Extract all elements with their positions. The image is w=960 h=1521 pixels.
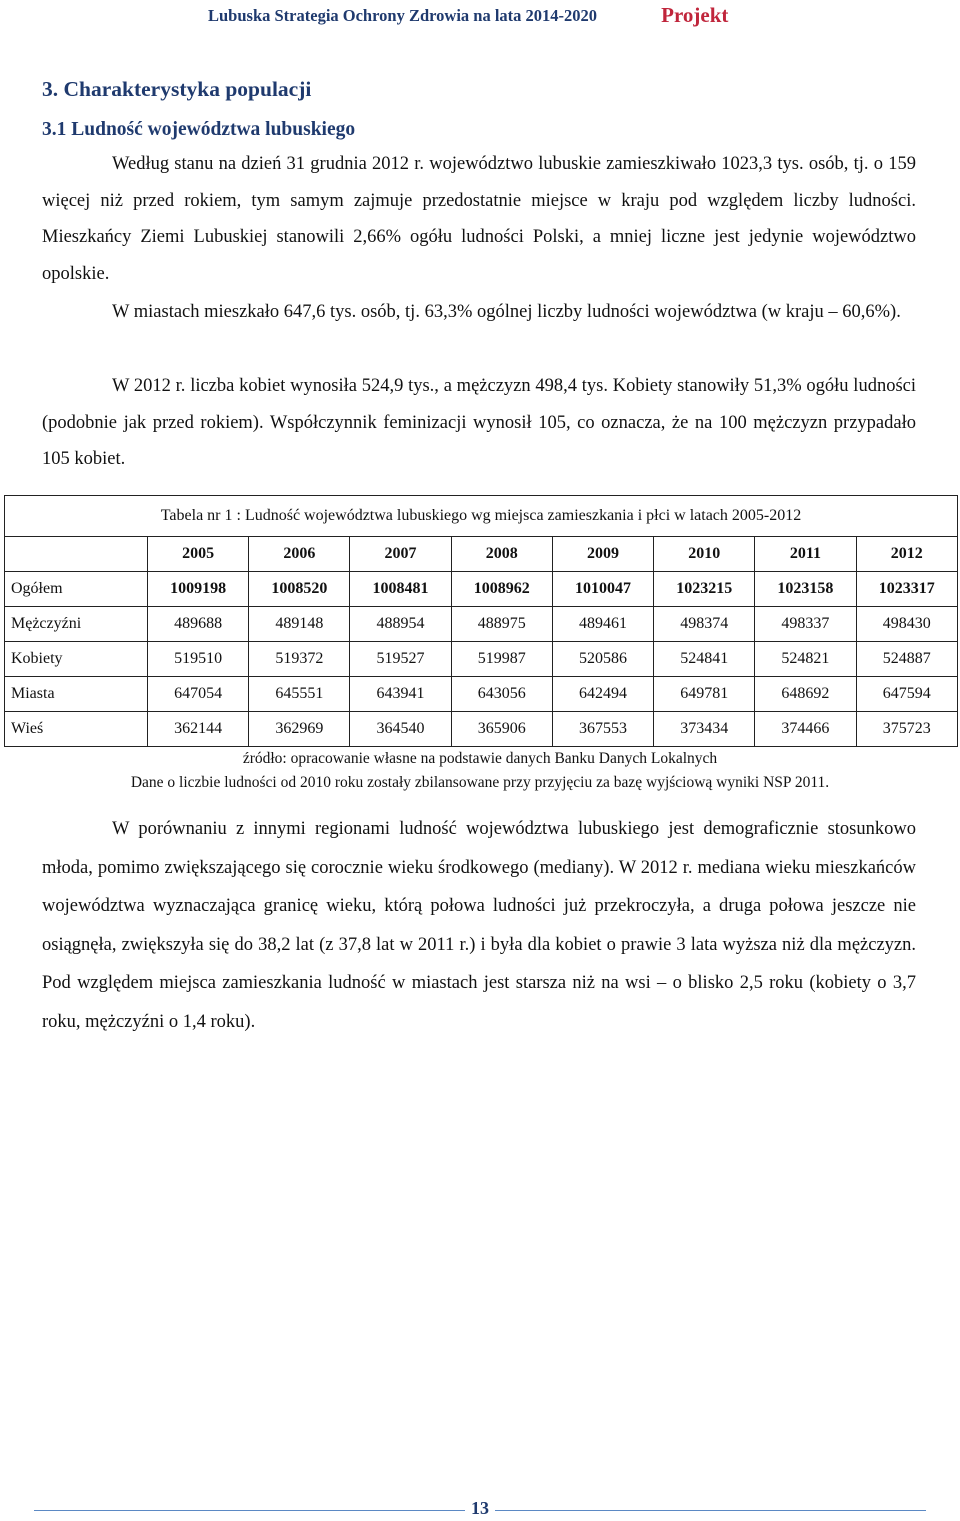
table-cell: 1008481 <box>350 572 451 607</box>
subsection-heading: 3.1 Ludność województwa lubuskiego <box>42 119 356 140</box>
table-cell: 489688 <box>148 607 249 642</box>
table-cell: 649781 <box>654 677 755 712</box>
table-cell: 642494 <box>552 677 653 712</box>
table-caption: Tabela nr 1 : Ludność województwa lubuskiego wg miejsca zamieszkania i płci w latach 2005-2012 <box>5 496 958 537</box>
row-label: Kobiety <box>5 642 148 677</box>
table-cell: 647594 <box>856 677 957 712</box>
table-cell: 489148 <box>249 607 350 642</box>
paragraph-median-age: W porównaniu z innymi regionami ludność województwa lubuskiego jest demograficznie stosunkowo młoda, pomimo zwiększającego się corocznie wieku środkowego (mediany). W 2012 r. mediana wieku mieszkańców województwa wyznaczająca granicę wieku, którą połowa ludności już przekroczyła, a druga połowa jeszcze nie osiągnęła, zwiększyła się do 38,2 lat (z 37,8 lat w 2011 r.) i była dla kobiet o prawie 3 lata wyższa niż dla mężczyzn. Pod względem miejsca zamieszkania ludność w miastach jest starsza niż na wsi – o blisko 2,5 roku (kobiety o 3,7 roku, mężczyźni o 1,4 roku). <box>42 819 916 1032</box>
paragraph-gender: W 2012 r. liczba kobiet wynosiła 524,9 tys., a mężczyzn 498,4 tys. Kobiety stanowiły 51,3% ogółu ludności (podobnie jak przed rokiem). Współczynnik feminizacji wynosił 105, co oznacza, że na 100 mężczyzn przypadało 105 kobiet. <box>42 376 916 469</box>
table-cell: 520586 <box>552 642 653 677</box>
table-row <box>5 572 958 607</box>
table-cell: 375723 <box>856 712 957 747</box>
table-cell: 1008520 <box>249 572 350 607</box>
table-cell: 1023215 <box>654 572 755 607</box>
table-cell: 489461 <box>552 607 653 642</box>
year-header: 2008 <box>451 537 552 572</box>
table-cell: 524841 <box>654 642 755 677</box>
table-cell: 365906 <box>451 712 552 747</box>
table-cell: 519527 <box>350 642 451 677</box>
row-label: Miasta <box>5 677 148 712</box>
table-row <box>5 642 958 677</box>
table-note: Dane o liczbie ludności od 2010 roku zostały zbilansowane przy przyjęciu za bazę wyjściową wyniki NSP 2011. <box>130 774 830 791</box>
table-cell: 643056 <box>451 677 552 712</box>
table-cell: 524821 <box>755 642 856 677</box>
table-cell: 362969 <box>249 712 350 747</box>
table-source: źródło: opracowanie własne na podstawie danych Banku Danych Lokalnych <box>242 750 718 767</box>
table-cell: 645551 <box>249 677 350 712</box>
year-header: 2010 <box>654 537 755 572</box>
table-header-row <box>5 537 958 572</box>
table-cell: 498430 <box>856 607 957 642</box>
page-number-text: 13 <box>465 1498 495 1518</box>
table-cell: 648692 <box>755 677 856 712</box>
table-cell: 488975 <box>451 607 552 642</box>
row-label: Mężczyźni <box>5 607 148 642</box>
section-heading: 3. Charakterystyka populacji <box>42 77 312 101</box>
row-label: Ogółem <box>5 572 148 607</box>
year-header: 2006 <box>249 537 350 572</box>
table-cell: 362144 <box>148 712 249 747</box>
paragraph-population: Według stanu na dzień 31 grudnia 2012 r. województwo lubuskie zamieszkiwało 1023,3 tys. osób, tj. o 159 więcej niż przed rokiem, tym samym zajmuje przedostatnie miejsce w kraju pod względem liczby ludności. Mieszkańcy Ziemi Lubuskiej stanowili 2,66% ogółu ludności Polski, a mniej liczne jest jedynie województwo opolskie. <box>42 154 916 284</box>
table-cell: 524887 <box>856 642 957 677</box>
row-label: Wieś <box>5 712 148 747</box>
running-header <box>208 2 728 27</box>
table-cell: 1023317 <box>856 572 957 607</box>
table-cell: 367553 <box>552 712 653 747</box>
table-cell: 643941 <box>350 677 451 712</box>
table-cell: 519510 <box>148 642 249 677</box>
year-header: 2007 <box>350 537 451 572</box>
table-cell: 498374 <box>654 607 755 642</box>
table-row <box>5 677 958 712</box>
table-cell: 647054 <box>148 677 249 712</box>
year-header: 2011 <box>755 537 856 572</box>
table-cell: 1023158 <box>755 572 856 607</box>
document-title: Lubuska Strategia Ochrony Zdrowia na lata 2014-2020 <box>208 6 598 25</box>
table-cell: 364540 <box>350 712 451 747</box>
table-row <box>5 712 958 747</box>
table-cell: 373434 <box>654 712 755 747</box>
table-cell: 1008962 <box>451 572 552 607</box>
table-cell: 1009198 <box>148 572 249 607</box>
population-table <box>4 495 958 747</box>
year-header: 2012 <box>856 537 957 572</box>
table-cell: 488954 <box>350 607 451 642</box>
draft-badge: Projekt <box>661 3 729 27</box>
table-cell: 1010047 <box>552 572 653 607</box>
table-cell: 519372 <box>249 642 350 677</box>
page-number <box>0 1498 960 1519</box>
paragraph-cities: W miastach mieszkało 647,6 tys. osób, tj. 63,3% ogólnej liczby ludności województwa (w kraju – 60,6%). <box>112 302 901 322</box>
table-cell: 374466 <box>755 712 856 747</box>
table-cell: 519987 <box>451 642 552 677</box>
year-header: 2005 <box>148 537 249 572</box>
year-header: 2009 <box>552 537 653 572</box>
table-row <box>5 607 958 642</box>
table-corner-cell <box>5 537 148 572</box>
table-cell: 498337 <box>755 607 856 642</box>
